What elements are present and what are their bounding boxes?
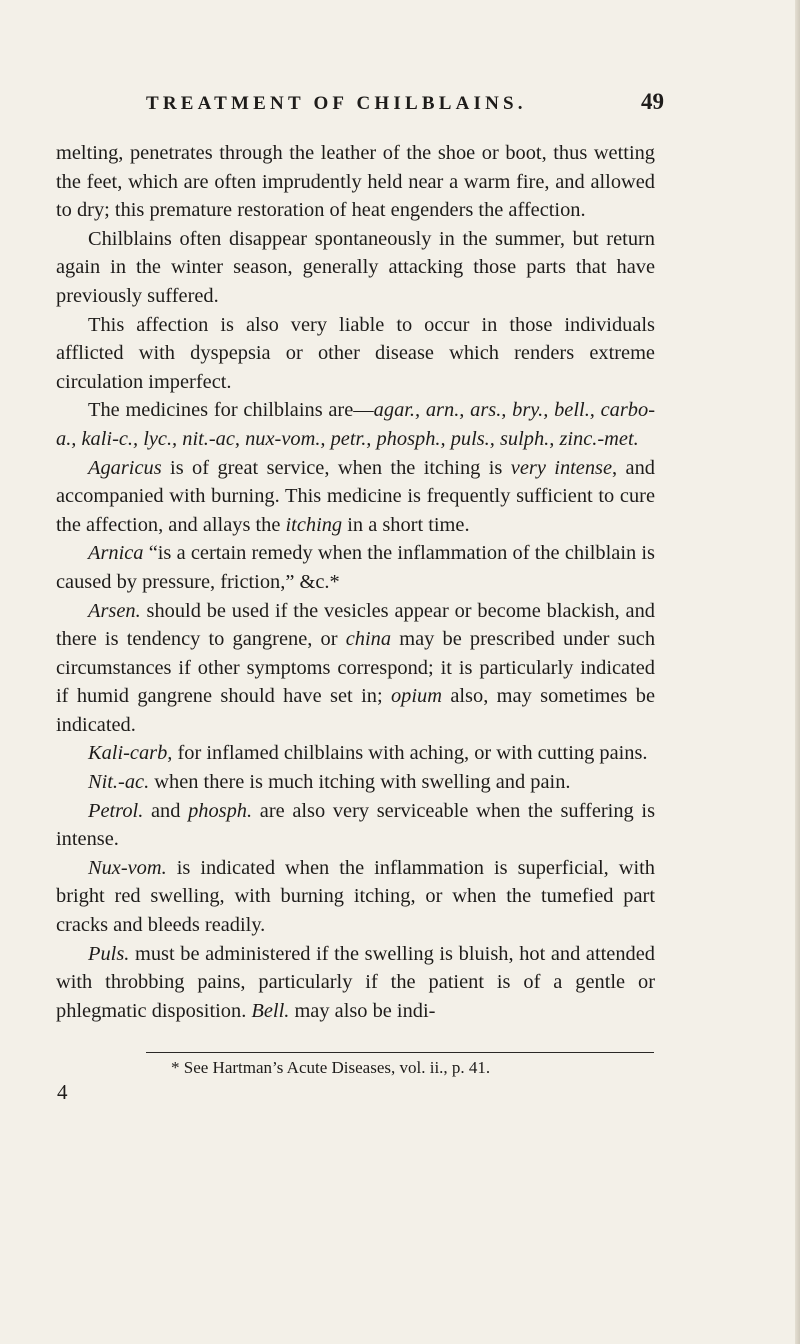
remedy-name: Arsen. bbox=[88, 599, 141, 622]
paragraph-arnica bbox=[56, 539, 655, 596]
remedy-name: Kali-carb, bbox=[88, 742, 173, 765]
paragraph-petrol bbox=[56, 797, 655, 854]
emphasis: china bbox=[345, 628, 392, 651]
remedy-name: Nit.-ac. bbox=[88, 771, 150, 794]
paragraph-nux-vom bbox=[56, 854, 655, 940]
paragraph-agaricus bbox=[56, 454, 655, 540]
remedy-name: Petrol. bbox=[88, 799, 144, 822]
body-text bbox=[56, 139, 655, 1025]
text-span: is of great service, when the itching is bbox=[161, 456, 511, 479]
text-span: may also be indi- bbox=[289, 999, 436, 1022]
remedy-name: phosph. bbox=[188, 799, 253, 822]
remedy-name: Puls. bbox=[88, 942, 130, 965]
paragraph-kali-carb bbox=[56, 739, 655, 768]
text-span: for inflamed chilblains with aching, or with cutting pains. bbox=[172, 742, 648, 765]
footnote: * See Hartman’s Acute Diseases, vol. ii., p. 41. bbox=[171, 1058, 491, 1077]
text-span: The medicines for chilblains are— bbox=[88, 399, 374, 422]
remedy-name: Arnica bbox=[88, 542, 144, 565]
remedy-name: Agaricus bbox=[88, 456, 162, 479]
text-span: and bbox=[143, 799, 189, 822]
running-header bbox=[146, 89, 664, 115]
paragraph-4 bbox=[56, 396, 655, 453]
text-span: may be prescribed under such circumstances if other symptoms correspond; it is particularly indicated if humid gangrene should have set in; bbox=[56, 628, 656, 708]
paragraph-1: melting, penetrates through the leather of the shoe or boot, thus wetting the feet, which are often imprudently held near a warm fire, and allowed to dry; this premature restoration of heat engenders the affection. bbox=[56, 142, 655, 222]
remedy-name: Bell. bbox=[251, 999, 290, 1022]
paragraph-arsen bbox=[56, 597, 655, 740]
page-number: 49 bbox=[641, 89, 664, 114]
signature-mark: 4 bbox=[57, 1080, 68, 1104]
emphasis: very intense bbox=[510, 456, 613, 479]
paragraph-puls bbox=[56, 940, 655, 1026]
paragraph-nit-ac bbox=[56, 768, 655, 797]
text-span: when there is much itching with swelling and pain. bbox=[149, 771, 571, 794]
text-span: is indicated when the inflammation is superficial, with bright red swelling, with burning itching, or when the tumefied part cracks and bleeds readily. bbox=[56, 856, 655, 937]
text-span: must be administered if the swelling is bluish, hot and attended with throbbing pains, particularly if the patient is of a gentle or phlegmatic disposition. bbox=[56, 942, 655, 1022]
emphasis: itching bbox=[285, 513, 343, 536]
text-span: also, may sometimes be indicated. bbox=[56, 685, 655, 736]
emphasis: opium bbox=[390, 685, 442, 708]
running-title: TREATMENT OF CHILBLAINS. bbox=[146, 93, 527, 114]
text-span: are also very serviceable when the suffering is intense. bbox=[56, 799, 655, 851]
paragraph-3: This affection is also very liable to occur in those individuals afflicted with dyspepsia or other disease which renders extreme circulation imperfect. bbox=[56, 313, 655, 393]
text-span: in a short time. bbox=[342, 513, 470, 536]
page-edge-shadow bbox=[795, 0, 800, 1344]
medicine-list: agar., arn., ars., bry., bell., carbo-a., kali-c., lyc., nit.-ac, nux-vom., petr., phosph., puls., sulph., zinc.-met. bbox=[56, 399, 655, 450]
footnote-rule bbox=[146, 1052, 654, 1053]
text-span: “is a certain remedy when the inflammation of the chilblain is caused by pressure, friction,” &c.* bbox=[56, 542, 655, 593]
text-span: , and accompanied with burning. This medicine is frequently sufficient to cure the affection, and allays the bbox=[56, 456, 655, 536]
text-span: should be used if the vesicles appear or become blackish, and there is tendency to gangrene, or bbox=[56, 599, 655, 651]
remedy-name: Nux-vom. bbox=[88, 856, 167, 879]
paragraph-2: Chilblains often disappear spontaneously in the summer, but return again in the winter season, generally attacking those parts that have previously suffered. bbox=[56, 227, 655, 307]
